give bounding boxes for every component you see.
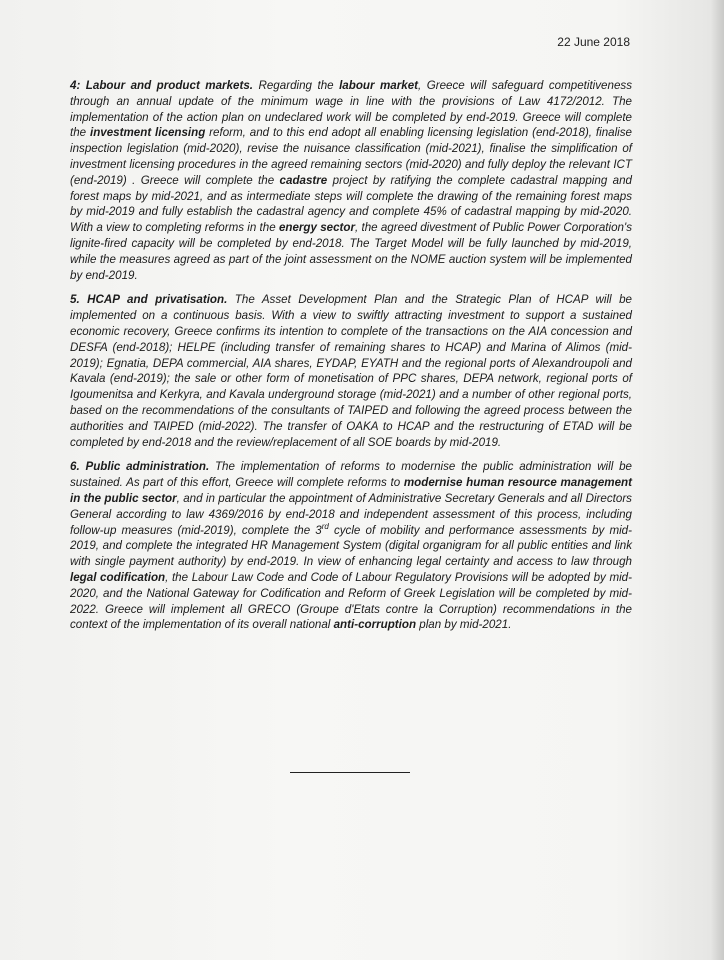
bold-term: modernise human resource management in the public sector: [70, 476, 632, 505]
bold-term: investment licensing: [89, 126, 206, 140]
bold-term: energy sector: [278, 221, 356, 235]
document-body: [70, 78, 632, 642]
document-date: 22 June 2018: [557, 35, 630, 49]
text-run: , and in particular the appointment of Administrative Secretary Generals and all Directors General according to law 4369/2016 by end-2018 and independent assessment of this process, including follow-up measures (mid-2019), complete the 3: [70, 491, 632, 537]
text-run: cycle of mobility and performance assessments by mid-2019, and complete the integrated HR Management System (digital organigram for all public entities and link with single payment authority) by end-2019. In view of enhancing legal certainty and access to law through: [70, 523, 632, 569]
bold-term: labour market: [339, 79, 419, 92]
section-hcap-privatisation: [70, 292, 632, 450]
text-run: , the Labour Law Code and Code of Labour Regulatory Provisions will be adopted by mid-2020, and the National Gateway for Codification and Reform of Greek Legislation will be completed by mid-2022. Greece will implement all GRECO (Groupe d'Etats contre la Corruption) recommendations in the context of the implementation of its overall national: [70, 570, 632, 632]
text-run: , Greece will safeguard competitiveness through an annual update of the minimum wage in line with the provisions of Law 4172/2012. The implementation of the action plan on undeclared work will be completed by end-2019. Greece will complete the: [70, 79, 632, 140]
bold-term: anti-corruption: [333, 618, 417, 632]
page-edge-shadow: [710, 0, 724, 960]
bold-term: legal codification: [70, 570, 166, 584]
section-labour-product-markets: [70, 78, 632, 283]
bold-term: 5. HCAP and privatisation.: [70, 293, 228, 307]
text-run: , the agreed divestment of Public Power Corporation's lignite-fired capacity will be completed by end-2018. The Target Model will be fully launched by mid-2019, while the measures agreed as part of the joint assessment on the NOME auction system will be implemented by end-2019.: [70, 221, 632, 282]
text-run: reform, and to this end adopt all enabling licensing legislation (end-2018), finalise inspection legislation (mid-2020), revise the nuisance classification (mid-2021), finalise the simplification of investment licensing procedures in the agreed remaining sectors (mid-2020) and fully deploy the relevant ICT (end-2019) . Greece will complete the: [70, 126, 632, 187]
text-run: The implementation of reforms to modernise the public administration will be sustained. As part of this effort, Greece will complete reforms to: [70, 460, 632, 490]
closing-rule: [290, 772, 410, 773]
text-run: project by ratifying the complete cadastral mapping and forest maps by mid-2021, and as intermediate steps will complete the drawing of the remaining forest maps by mid-2019 and fully establish the cadastral agency and complete 45% of cadastral mapping by mid-2020. With a view to completing reforms in the: [70, 173, 632, 235]
text-run: plan by mid-2021.: [416, 618, 512, 632]
superscript: rd: [321, 521, 329, 531]
bold-term: 4: Labour and product markets.: [70, 79, 253, 92]
text-run: The Asset Development Plan and the Strategic Plan of HCAP will be implemented on a continuous basis. With a view to swiftly attracting investment to support a sustained economic recovery, Greece confirms its intention to complete of the transactions on the AIA concession and DESFA (end-2018); HELPE (including transfer of remaining shares to HCAP) and Marina of Alimos (mid-2019); Egnatia, DEPA commercial, AIA shares, EYDAP, EYATH and the regional ports of Alexandroupoli and Kavala (end-2019); the sale or other form of monetisation of PPC shares, DEPA network, regional ports of Igoumenitsa and Kerkyra, and Kavala underground storage (mid-2021) and a number of other regional ports, based on the recommendations of the consultants of TAIPED and following the agreed process between the authorities and TAIPED (mid-2022). The transfer of OAKA to HCAP and the restructuring of ETAD will be completed by end-2018 and the review/replacement of all SOE boards by mid-2019.: [70, 293, 632, 449]
text-run: Regarding the: [253, 79, 340, 92]
section-public-administration: [70, 459, 632, 633]
bold-term: cadastre: [279, 173, 328, 187]
bold-term: 6. Public administration.: [70, 460, 210, 474]
